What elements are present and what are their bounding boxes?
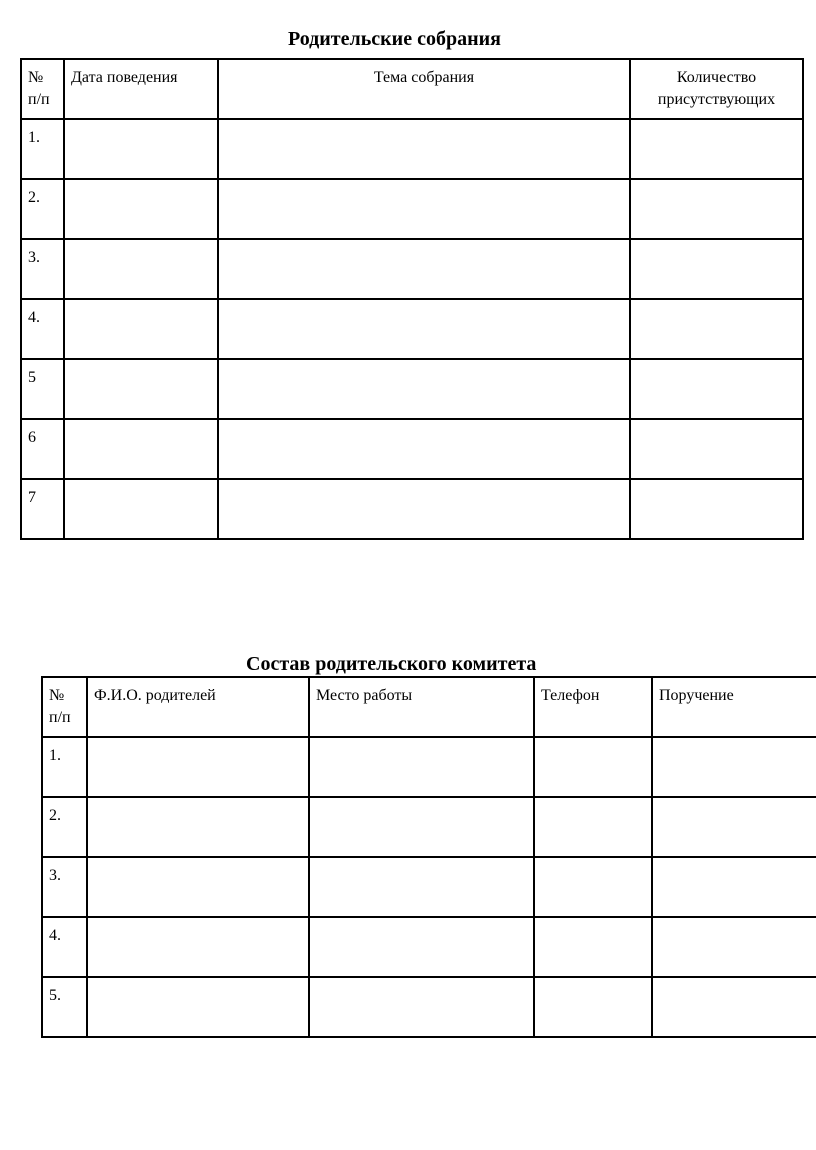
name-cell[interactable] [87, 737, 309, 797]
table-row [21, 179, 803, 239]
row-number-cell: 6 [21, 419, 64, 479]
count-cell[interactable] [630, 299, 803, 359]
date-cell[interactable] [64, 419, 218, 479]
header-task: Поручение [652, 677, 816, 737]
topic-cell[interactable] [218, 119, 630, 179]
count-cell[interactable] [630, 359, 803, 419]
table-row [42, 797, 816, 857]
table-row [42, 977, 816, 1037]
row-number-cell: 4. [42, 917, 87, 977]
name-cell[interactable] [87, 857, 309, 917]
phone-cell[interactable] [534, 797, 652, 857]
count-cell[interactable] [630, 119, 803, 179]
task-cell[interactable] [652, 857, 816, 917]
count-cell[interactable] [630, 239, 803, 299]
row-number-cell: 1. [42, 737, 87, 797]
committee-table [41, 676, 816, 1038]
table-row [21, 239, 803, 299]
header-name: Ф.И.О. родителей [87, 677, 309, 737]
row-number-cell: 2. [42, 797, 87, 857]
date-cell[interactable] [64, 239, 218, 299]
table-row [21, 419, 803, 479]
topic-cell[interactable] [218, 419, 630, 479]
header-phone: Телефон [534, 677, 652, 737]
header-num: № п/п [21, 59, 64, 119]
row-number-cell: 5 [21, 359, 64, 419]
topic-cell[interactable] [218, 479, 630, 539]
date-cell[interactable] [64, 179, 218, 239]
topic-cell[interactable] [218, 299, 630, 359]
header-num: № п/п [42, 677, 87, 737]
work-cell[interactable] [309, 797, 534, 857]
row-number-cell: 3. [42, 857, 87, 917]
date-cell[interactable] [64, 119, 218, 179]
table-row [21, 479, 803, 539]
phone-cell[interactable] [534, 857, 652, 917]
meetings-header-row [21, 59, 803, 119]
date-cell[interactable] [64, 359, 218, 419]
date-cell[interactable] [64, 479, 218, 539]
work-cell[interactable] [309, 857, 534, 917]
name-cell[interactable] [87, 797, 309, 857]
task-cell[interactable] [652, 917, 816, 977]
name-cell[interactable] [87, 917, 309, 977]
count-cell[interactable] [630, 479, 803, 539]
table-row [21, 299, 803, 359]
row-number-cell: 7 [21, 479, 64, 539]
count-cell[interactable] [630, 419, 803, 479]
committee-header-row [42, 677, 816, 737]
topic-cell[interactable] [218, 239, 630, 299]
row-number-cell: 5. [42, 977, 87, 1037]
task-cell[interactable] [652, 797, 816, 857]
topic-cell[interactable] [218, 359, 630, 419]
topic-cell[interactable] [218, 179, 630, 239]
task-cell[interactable] [652, 737, 816, 797]
meetings-title: Родительские собрания [288, 28, 501, 50]
task-cell[interactable] [652, 977, 816, 1037]
table-row [42, 857, 816, 917]
table-row [21, 119, 803, 179]
header-date: Дата поведения [64, 59, 218, 119]
date-cell[interactable] [64, 299, 218, 359]
row-number-cell: 4. [21, 299, 64, 359]
phone-cell[interactable] [534, 737, 652, 797]
table-row [42, 917, 816, 977]
table-row [21, 359, 803, 419]
work-cell[interactable] [309, 917, 534, 977]
meetings-table [20, 58, 804, 540]
count-cell[interactable] [630, 179, 803, 239]
name-cell[interactable] [87, 977, 309, 1037]
header-work: Место работы [309, 677, 534, 737]
header-count: Количество присутствующих [630, 59, 803, 119]
table-row [42, 737, 816, 797]
row-number-cell: 3. [21, 239, 64, 299]
work-cell[interactable] [309, 737, 534, 797]
row-number-cell: 1. [21, 119, 64, 179]
header-topic: Тема собрания [218, 59, 630, 119]
phone-cell[interactable] [534, 977, 652, 1037]
work-cell[interactable] [309, 977, 534, 1037]
row-number-cell: 2. [21, 179, 64, 239]
phone-cell[interactable] [534, 917, 652, 977]
committee-title: Состав родительского комитета [246, 653, 537, 675]
